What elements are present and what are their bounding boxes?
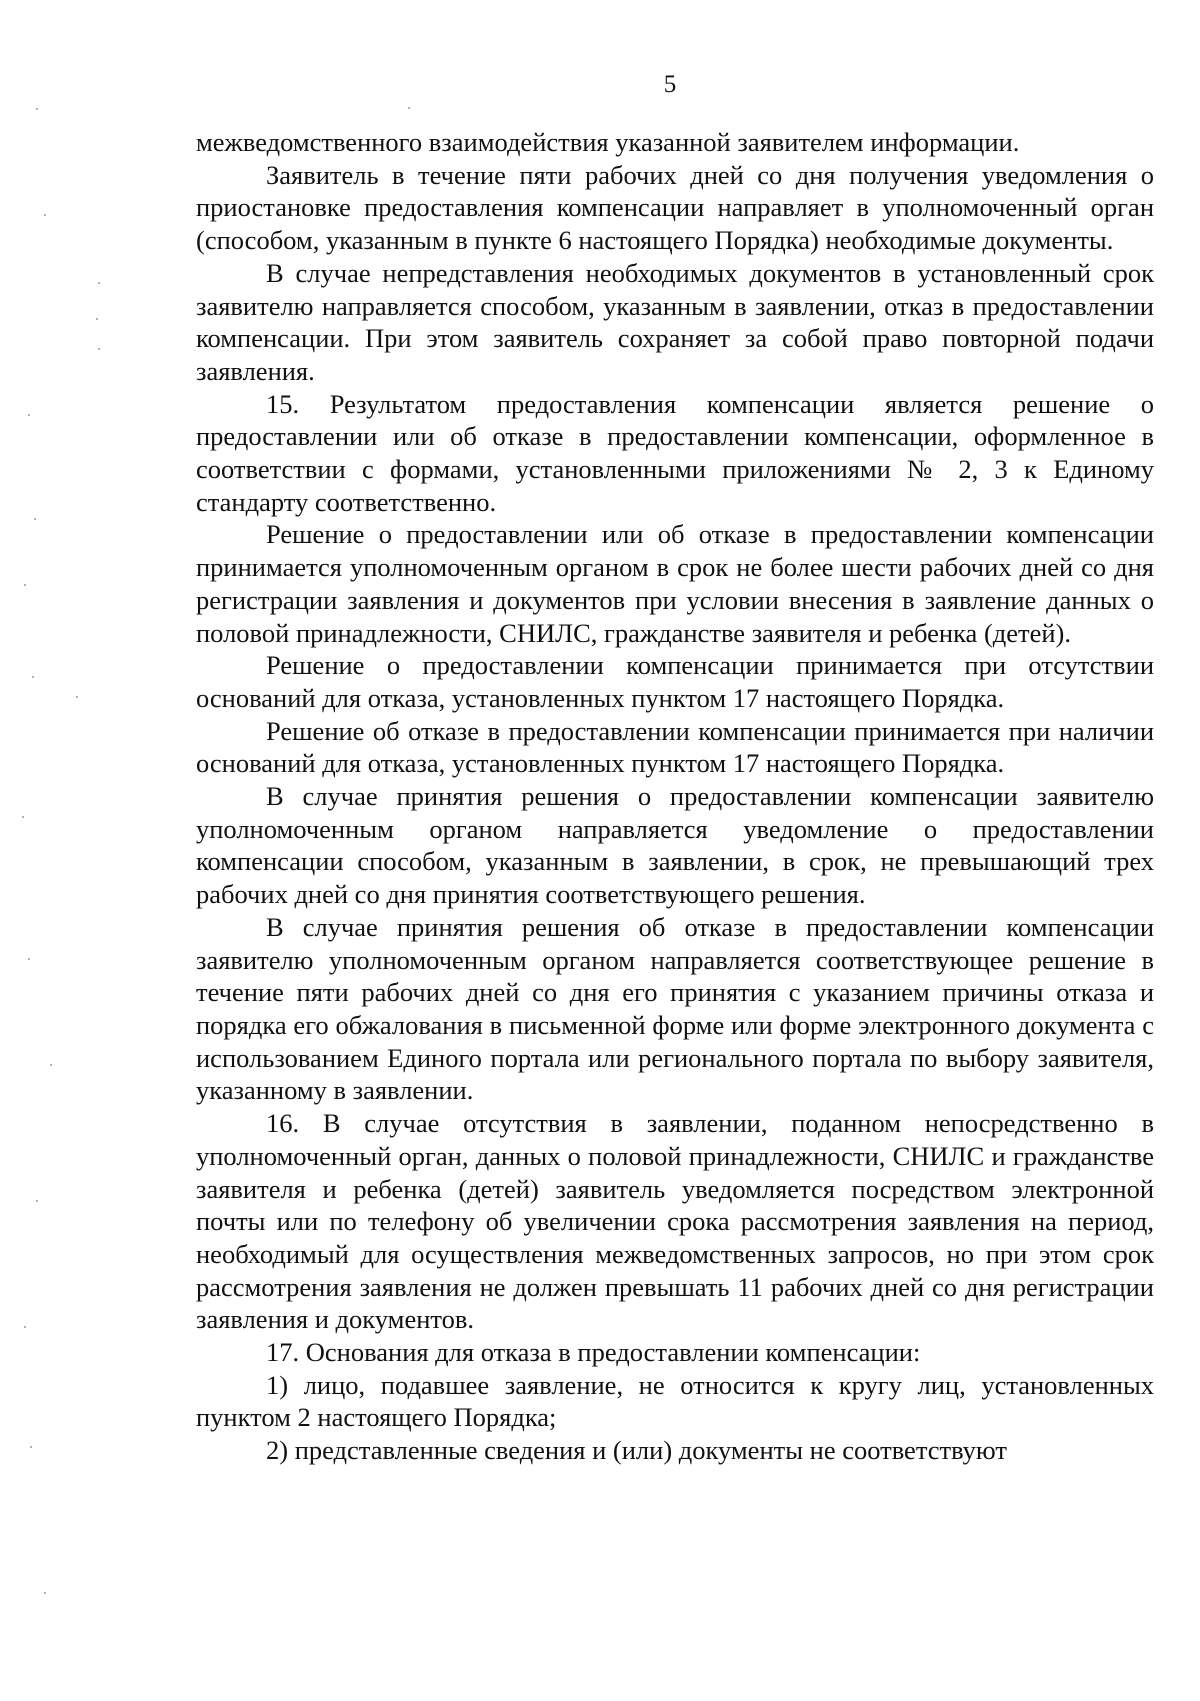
paragraph-5: Решение о предоставлении или об отказе в предоставлении компенсации принимается уполномоченным органом в срок не более шести рабочих дней со дня регистрации заявления и документов при условии внесения в заявление данных о половой принадлежности, СНИЛС, гражданстве заявителя и ребенка (детей). — [196, 519, 1154, 648]
paragraph-8: В случае принятия решения о предоставлении компенсации заявителю уполномоченным органом направляется уведомление о предоставлении компенсации способом, указанным в заявлении, в срок, не превышающий трех рабочих дней со дня принятия соответствующего решения. — [196, 781, 1154, 910]
scan-speck — [76, 696, 78, 698]
scan-speck — [98, 348, 100, 350]
scan-speck — [32, 676, 34, 678]
scan-speck — [98, 282, 100, 284]
scan-speck — [36, 108, 38, 110]
paragraph-7: Решение об отказе в предоставлении компенсации принимается при наличии оснований для отказа, установленных пунктом 17 настоящего Порядка. — [196, 715, 1154, 779]
paragraph-10: 16. В случае отсутствия в заявлении, поданном непосредственно в уполномоченный орган, данных о половой принадлежности, СНИЛС и гражданстве заявителя и ребенка (детей) заявитель уведомляется посредством электронной почты или по телефону об увеличении срока рассмотрения заявления на период, необходимый для осуществления межведомственных запросов, но при этом срок рассмотрения заявления не должен превышать 11 рабочих дней со дня регистрации заявления и документов. — [196, 1108, 1154, 1335]
scan-speck — [28, 958, 30, 960]
scan-speck — [28, 414, 30, 416]
scan-speck — [96, 318, 98, 320]
paragraph-1: межведомственного взаимодействия указанной заявителем информации. — [196, 127, 1020, 157]
scan-speck — [36, 1200, 38, 1202]
scan-speck — [22, 816, 24, 818]
paragraph-9: В случае принятия решения об отказе в предоставлении компенсации заявителю уполномоченным органом направляется соответствующее решение в течение пяти рабочих дней со дня его принятия с указанием причины отказа и порядка его обжалования в письменной форме или форме электронного документа с использованием Единого портала или регионального портала по выбору заявителя, указанному в заявлении. — [196, 911, 1154, 1106]
paragraph-2: Заявитель в течение пяти рабочих дней со дня получения уведомления о приостановке предоставления компенсации направляет в уполномоченный орган (способом, указанным в пункте 6 настоящего Порядка) необходимые документы. — [196, 159, 1154, 256]
scan-speck — [50, 1064, 52, 1066]
paragraph-3: В случае непредставления необходимых документов в установленный срок заявителю направляется способом, указанным в заявлении, отказ в предоставлении компенсации. При этом заявитель сохраняет за собой право повторной подачи заявления. — [196, 257, 1154, 386]
document-body — [196, 126, 1154, 1467]
paragraph-13: 2) представленные сведения и (или) документы не соответствуют — [266, 1435, 1007, 1466]
page-number: 5 — [663, 71, 677, 98]
paragraph-6: Решение о предоставлении компенсации принимается при отсутствии оснований для отказа, установленных пунктом 17 настоящего Порядка. — [196, 650, 1154, 713]
scan-speck — [44, 214, 46, 216]
scan-speck — [24, 1326, 26, 1328]
scan-speck — [24, 584, 26, 586]
paragraph-4: 15. Результатом предоставления компенсации является решение о предоставлении или об отказе в предоставлении компенсации, оформленное в соответствии с формами, установленными приложениями № 2, 3 к Единому стандарту соответственно. — [196, 388, 1154, 517]
scan-speck — [34, 518, 36, 520]
paragraph-12: 1) лицо, подавшее заявление, не относится к кругу лиц, установленных пунктом 2 настоящего Порядка; — [196, 1369, 1154, 1433]
scan-speck — [30, 1446, 32, 1448]
paragraph-11: 17. Основания для отказа в предоставлении компенсации: — [266, 1337, 921, 1368]
scan-speck — [408, 107, 410, 109]
scan-speck — [44, 1592, 46, 1594]
